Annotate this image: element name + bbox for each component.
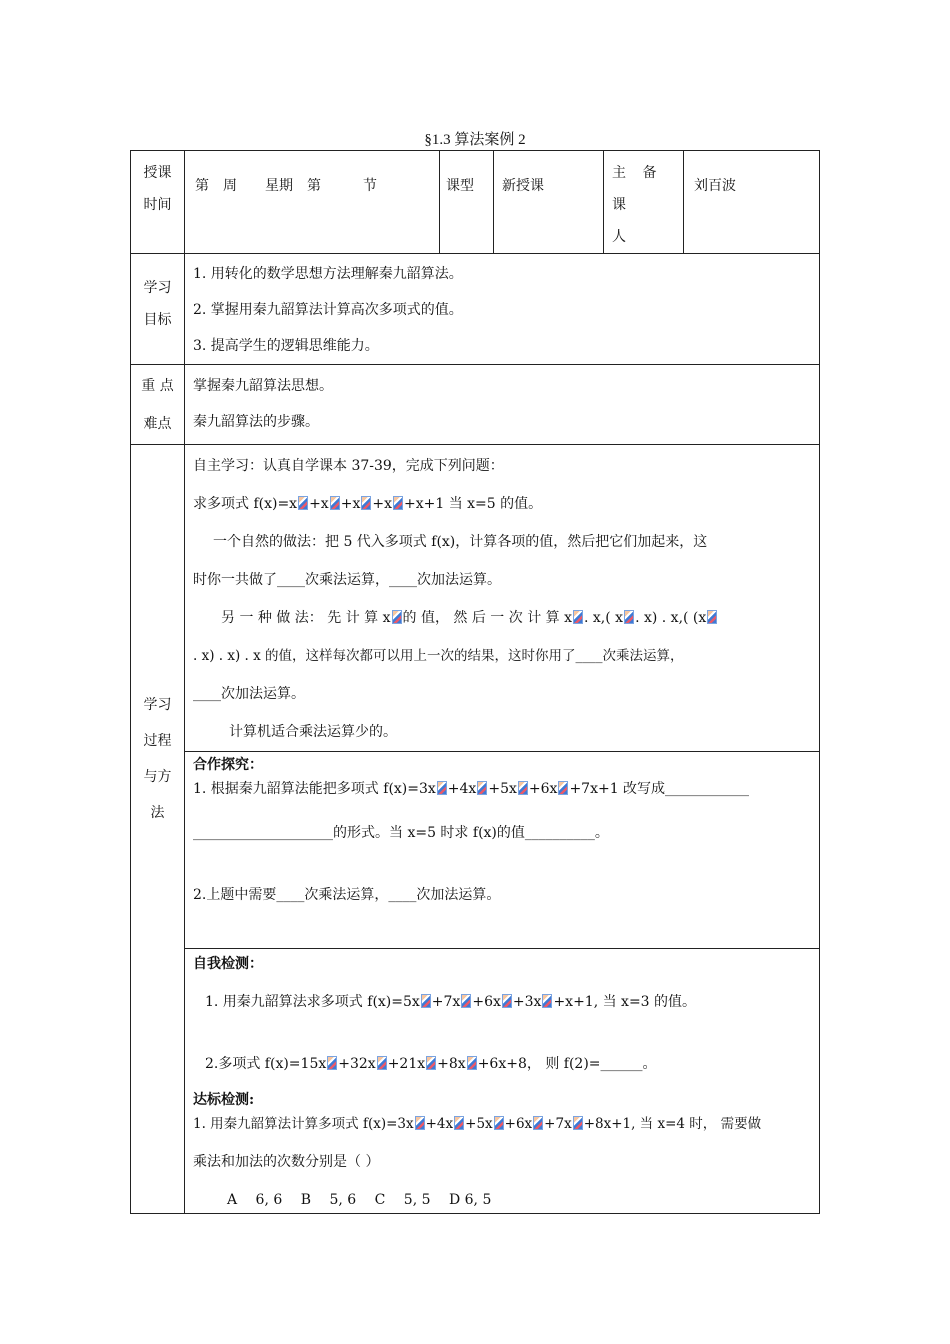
goal-item: 1. 用转化的数学思想方法理解秦九韶算法。 (193, 266, 463, 282)
process-label-line: 与方 (143, 769, 172, 785)
goals-label-cell (131, 254, 185, 365)
natural-method-line1: 一个自然的做法：把 5 代入多项式 f(x)，计算各项的值，然后把它们加起来，这 (213, 534, 708, 550)
self-study-intro: 自主学习：认真自学课本 37-39，完成下列问题： (193, 458, 504, 474)
process-label-line: 法 (150, 805, 165, 821)
natural-method-line2: 时你一共做了____次乘法运算，____次加法运算。 (193, 572, 501, 588)
formula-image-icon (558, 781, 568, 795)
preparer-name: 刘百波 (694, 178, 736, 194)
other-method-line2: . x) . x) . x 的值，这样每次都可以用上一次的结果，这时你用了____次乘法运算， (193, 648, 684, 664)
time-label-line1: 授课 (143, 165, 172, 181)
standard-check-question-1: 1. 用秦九韶算法计算多项式 f(x)=3x +4x +5x +6x +7x +8x+1, 当 x=4 时， 需要做 (193, 1116, 762, 1132)
standard-check-heading: 达标检测: (193, 1092, 255, 1108)
coop-question-1-line2: ____________________的形式。当 x=5 时求 f(x)的值__________。 (193, 825, 609, 841)
key-content (185, 365, 820, 445)
preparer-label-cell (604, 151, 684, 254)
answer-options: A 6, 6 B 5, 6 C 5, 5 D 6, 5 (227, 1192, 492, 1208)
formula-image-icon (437, 781, 447, 795)
formula-image-icon (426, 1056, 436, 1070)
goals-label-line1: 学习 (143, 280, 172, 296)
formula-image-icon (298, 496, 308, 510)
goal-item: 2. 掌握用秦九韶算法计算高次多项式的值。 (193, 302, 463, 318)
formula-image-icon (533, 1116, 543, 1130)
formula-image-icon (624, 610, 634, 624)
coop-question-2: 2.上题中需要____次乘法运算，____次加法运算。 (193, 887, 501, 903)
formula-image-icon (573, 610, 583, 624)
standard-check-question-1-line2: 乘法和加法的次数分别是（ ） (193, 1154, 380, 1170)
difficulty-point: 秦九韶算法的步骤。 (193, 414, 319, 430)
self-check-heading: 自我检测： (193, 956, 263, 972)
formula-image-icon (415, 1116, 425, 1130)
formula-image-icon (707, 610, 717, 624)
preparer-label-line2: 人 (612, 229, 632, 245)
preparer-label-line1: 主 备 课 (612, 165, 663, 213)
process-label-line: 过程 (143, 733, 172, 749)
self-check-question-1: 1. 用秦九韶算法求多项式 f(x)=5x +7x +6x +3x +x+1, 当 x=3 的值。 (205, 994, 697, 1010)
header-row (131, 151, 820, 254)
lesson-plan-table (130, 150, 820, 1214)
self-study-row (131, 445, 820, 752)
goals-label-line2: 目标 (143, 312, 172, 328)
key-point: 掌握秦九韶算法思想。 (193, 378, 333, 394)
other-method-line3: ____次加法运算。 (193, 686, 305, 702)
page-title: §1.3 算法案例 2 (424, 132, 526, 148)
type-label-cell (440, 151, 494, 254)
type-label: 课型 (446, 178, 474, 194)
formula-image-icon (477, 781, 487, 795)
goals-content (185, 254, 820, 365)
key-row (131, 365, 820, 445)
goals-row (131, 254, 820, 365)
formula-image-icon (573, 1116, 583, 1130)
time-label-line2: 时间 (143, 197, 172, 213)
coop-question-1: 1. 根据秦九韶算法能把多项式 f(x)=3x +4x +5x +6x +7x+1 改写成____________ (193, 781, 750, 797)
coop-content (185, 752, 820, 949)
goal-item: 3. 提高学生的逻辑思维能力。 (193, 338, 379, 354)
coop-heading: 合作探究： (193, 757, 263, 773)
type-value-cell (494, 151, 604, 254)
formula-image-icon (454, 1116, 464, 1130)
formula-image-icon (393, 496, 403, 510)
formula-image-icon (392, 610, 402, 624)
key-label-cell (131, 365, 185, 445)
formula-image-icon (377, 1056, 387, 1070)
coop-row (131, 752, 820, 949)
formula-image-icon (327, 1056, 337, 1070)
formula-image-icon (467, 1056, 477, 1070)
formula-image-icon (518, 781, 528, 795)
time-label-cell (131, 151, 185, 254)
key-label-line2: 难点 (143, 416, 172, 432)
process-label-cell (131, 445, 185, 1214)
check-row (131, 949, 820, 1214)
self-study-content (185, 445, 820, 752)
preparer-value-cell (684, 151, 820, 254)
process-label-line: 学习 (143, 697, 172, 713)
formula-image-icon (542, 994, 552, 1008)
key-label-line1: 重 点 (141, 378, 174, 394)
schedule-text: 第 周 星期 第 节 (195, 178, 377, 194)
formula-image-icon (461, 994, 471, 1008)
formula-image-icon (361, 496, 371, 510)
self-study-question: 求多项式 f(x)=x +x +x +x +x+1 当 x=5 的值。 (193, 496, 543, 512)
type-value: 新授课 (502, 178, 544, 194)
formula-image-icon (330, 496, 340, 510)
other-method-line1: 另 一 种 做 法： 先 计 算 x 的 值， 然 后 一 次 计 算 x . x,( x . x) . x,( (x (193, 599, 819, 637)
formula-image-icon (502, 994, 512, 1008)
check-content (185, 949, 820, 1214)
formula-image-icon (494, 1116, 504, 1130)
schedule-cell (185, 151, 440, 254)
formula-image-icon (421, 994, 431, 1008)
computer-note: 计算机适合乘法运算少的。 (229, 724, 397, 740)
self-check-question-2: 2.多项式 f(x)=15x +32x +21x +8x +6x+8， 则 f(2)=______。 (205, 1056, 657, 1072)
